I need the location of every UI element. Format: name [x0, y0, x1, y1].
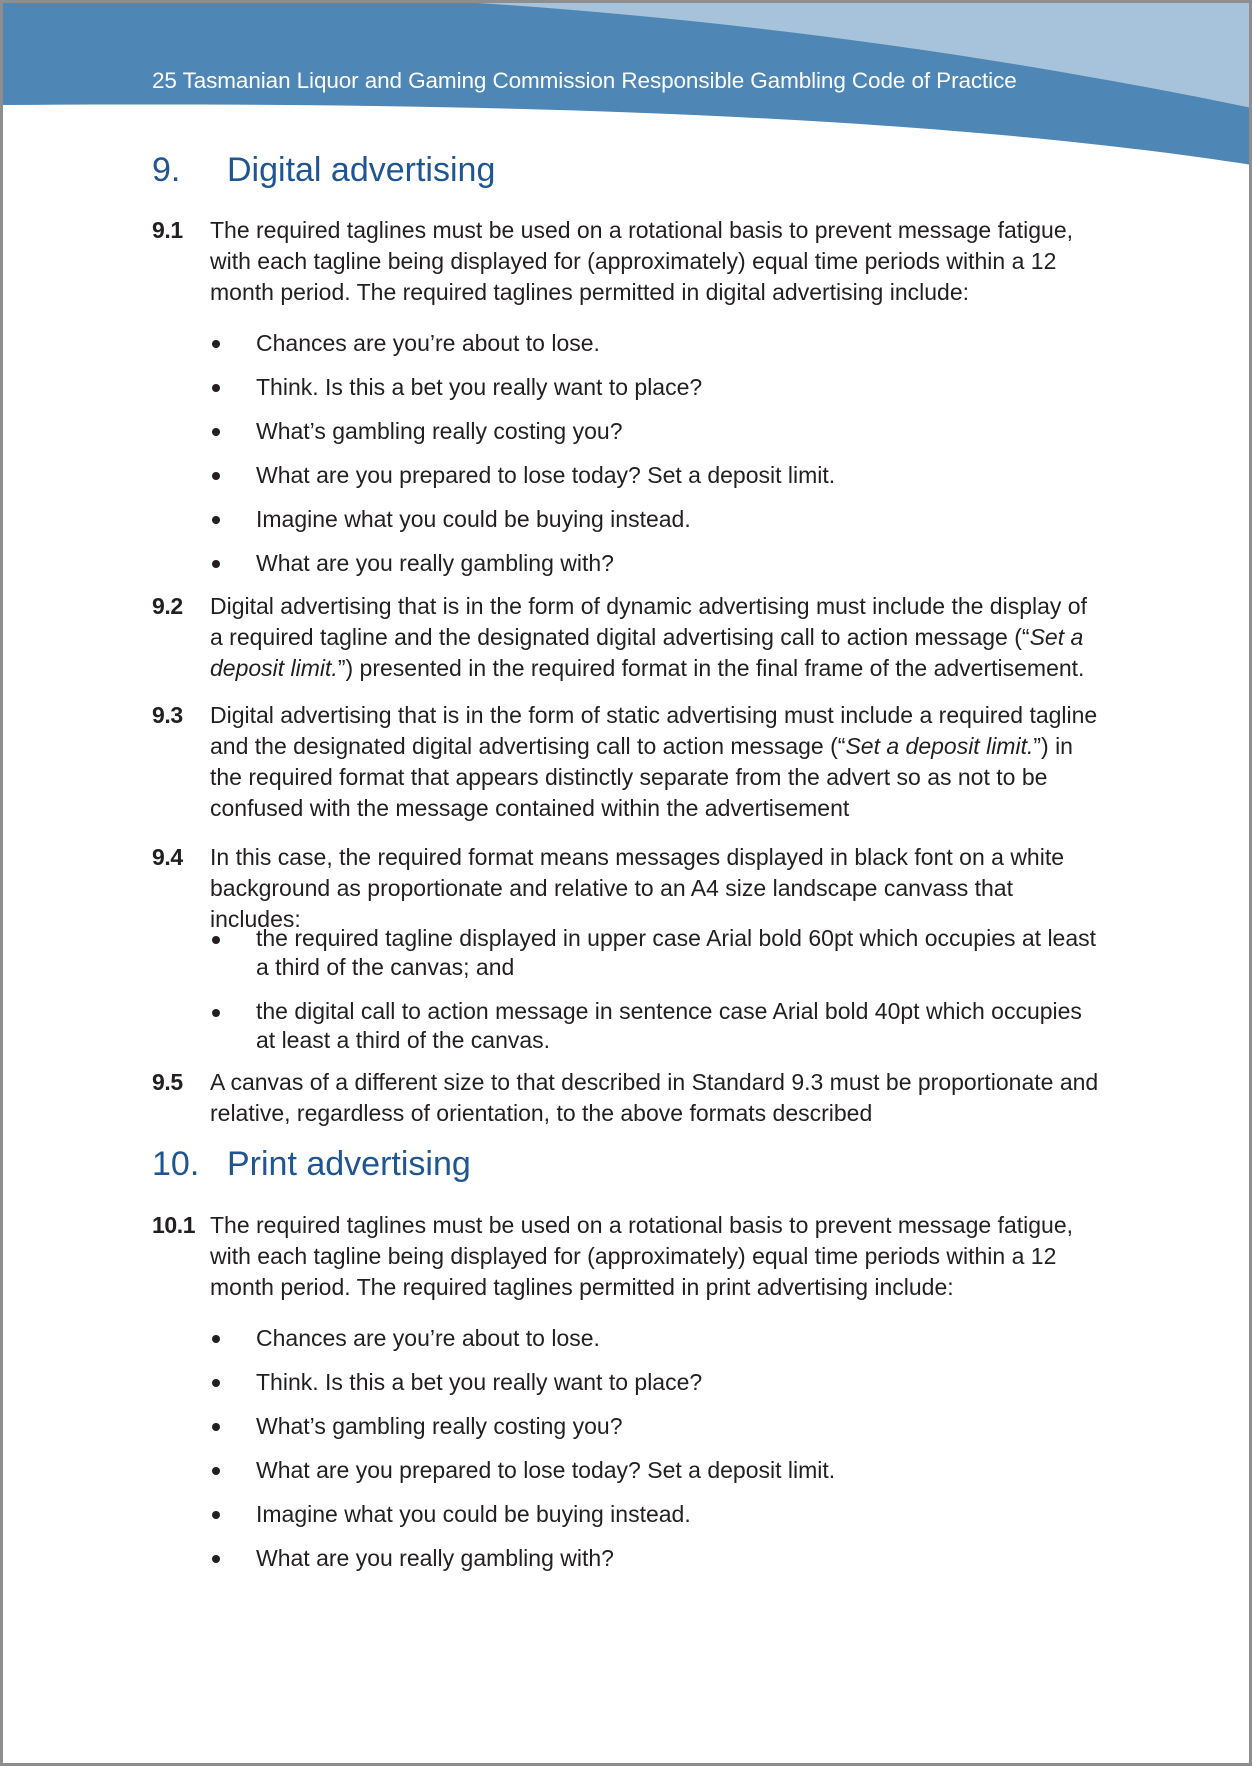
section-number: 9.	[152, 151, 181, 189]
bullet-icon	[212, 472, 220, 480]
list-item: Chances are you’re about to lose.	[210, 1323, 1100, 1367]
list-item: What are you really gambling with?	[210, 1543, 1100, 1587]
clause-9-4	[152, 842, 1102, 935]
bullet-icon	[212, 1379, 220, 1387]
bullet-icon	[212, 1335, 220, 1343]
bullet-icon	[212, 1511, 220, 1519]
section-heading-9	[152, 151, 495, 190]
list-item: What are you really gambling with?	[210, 548, 1100, 592]
clause-9-2	[152, 591, 1102, 684]
list-item: What’s gambling really costing you?	[210, 1411, 1100, 1455]
bullet-icon	[212, 1423, 220, 1431]
clause-number: 9.1	[152, 217, 183, 243]
clause-text: Digital advertising that is in the form of static advertising must include a required tagline and the designated digital advertising call to action message (“Set a deposit limit.”) in the required format that appears distinctly separate from the advert so as not to be confused with the message contained within the advertisement	[210, 702, 1098, 821]
list-item: Think. Is this a bet you really want to place?	[210, 372, 1100, 416]
bullet-icon	[212, 1555, 220, 1563]
bullet-icon	[212, 340, 220, 348]
section-number: 10.	[152, 1145, 200, 1183]
list-item: the required tagline displayed in upper case Arial bold 60pt which occupies at least a third of the canvas; and	[210, 924, 1100, 997]
clause-text: Digital advertising that is in the form of dynamic advertising must include the display of a required tagline and the designated digital advertising call to action message (“Set a deposit limit.”) presented in the required format in the final frame of the advertisement.	[210, 593, 1087, 681]
bullet-icon	[212, 384, 220, 392]
section-heading-10	[152, 1145, 471, 1184]
clause-9-1	[152, 215, 1102, 308]
clause-number: 9.5	[152, 1069, 183, 1095]
clause-text: The required taglines must be used on a rotational basis to prevent message fatigue, with each tagline being displayed for (approximately) equal time periods within a 12 month period. The required taglines permitted in digital advertising include:	[210, 217, 1074, 305]
bullet-icon	[212, 1467, 220, 1475]
list-item: the digital call to action message in sentence case Arial bold 40pt which occupies at least a third of the canvas.	[210, 997, 1100, 1063]
clause-9-5	[152, 1067, 1102, 1129]
list-item: Imagine what you could be buying instead.	[210, 1499, 1100, 1543]
bullet-icon	[212, 428, 220, 436]
list-item: Imagine what you could be buying instead.	[210, 504, 1100, 548]
clause-text: In this case, the required format means messages displayed in black font on a white background as proportionate and relative to an A4 size landscape canvass that includes:	[210, 844, 1065, 932]
list-item: What are you prepared to lose today? Set a deposit limit.	[210, 460, 1100, 504]
header-title: 25 Tasmanian Liquor and Gaming Commission Responsible Gambling Code of Practice	[152, 68, 1017, 93]
bullet-list-9-4	[210, 924, 1100, 1063]
list-item: What’s gambling really costing you?	[210, 416, 1100, 460]
list-item: Chances are you’re about to lose.	[210, 328, 1100, 372]
clause-number: 9.4	[152, 844, 183, 870]
bullet-list-9-1	[210, 328, 1100, 592]
bullet-icon	[212, 936, 220, 944]
clause-10-1	[152, 1210, 1102, 1303]
clause-number: 9.2	[152, 593, 183, 619]
bullet-list-10-1	[210, 1323, 1100, 1587]
section-title: Print advertising	[227, 1145, 471, 1183]
bullet-icon	[212, 516, 220, 524]
bullet-icon	[212, 560, 220, 568]
clause-9-3	[152, 700, 1102, 824]
clause-number: 9.3	[152, 702, 183, 728]
clause-text: A canvas of a different size to that described in Standard 9.3 must be proportionate and relative, regardless of orientation, to the above formats described	[210, 1069, 1099, 1126]
bullet-icon	[212, 1009, 220, 1017]
clause-number: 10.1	[152, 1212, 196, 1238]
section-title: Digital advertising	[227, 151, 496, 189]
list-item: Think. Is this a bet you really want to place?	[210, 1367, 1100, 1411]
clause-text: The required taglines must be used on a rotational basis to prevent message fatigue, with each tagline being displayed for (approximately) equal time periods within a 12 month period. The required taglines permitted in print advertising include:	[210, 1212, 1074, 1300]
list-item: What are you prepared to lose today? Set a deposit limit.	[210, 1455, 1100, 1499]
